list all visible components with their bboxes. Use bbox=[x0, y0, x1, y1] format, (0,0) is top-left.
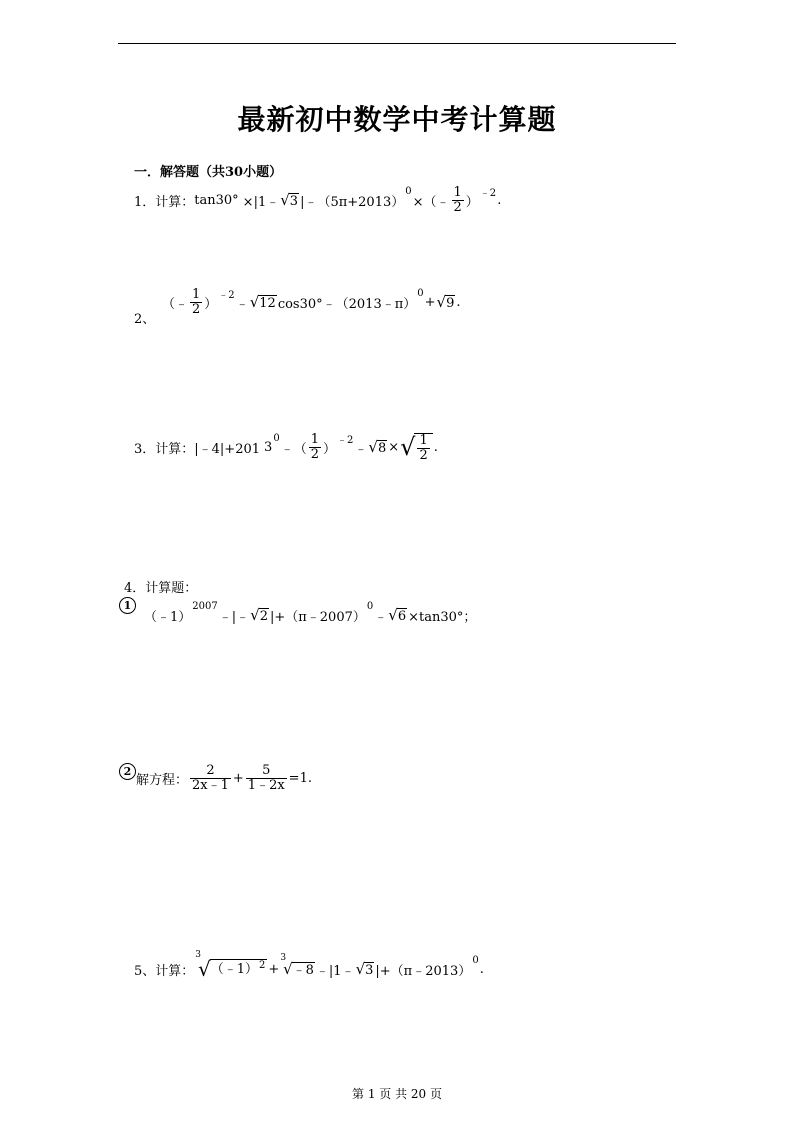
exponent-0: 0 bbox=[273, 433, 280, 444]
fraction-5-over-1-2x: $\frac{5}{1﹣2x}$ bbox=[247, 763, 285, 793]
abs-text: |﹣4|+201 bbox=[194, 442, 261, 457]
sqrt-3: √ 3 bbox=[280, 191, 299, 209]
problem-5-label: 5、计算： bbox=[134, 964, 195, 979]
times-text: ×（﹣ bbox=[412, 195, 450, 210]
end-period: . bbox=[497, 193, 502, 208]
neg-one-text: （﹣1） bbox=[144, 610, 192, 625]
exponent-0: 0 bbox=[472, 955, 479, 966]
end-period: . bbox=[479, 962, 484, 977]
exponent-0: 0 bbox=[417, 288, 424, 299]
sqrt-2: √ 2 bbox=[250, 606, 268, 624]
times-sign: × bbox=[388, 440, 400, 455]
section-heading: 一．解答题（共30小题） bbox=[134, 165, 283, 180]
problem-3 bbox=[134, 432, 438, 463]
end-period: . bbox=[456, 295, 461, 310]
problem-2 bbox=[162, 288, 461, 317]
circled-number-2: 2 bbox=[119, 760, 136, 780]
fraction-one-half: $\frac{1}{2}$ bbox=[453, 185, 462, 215]
minus-sign: ﹣ bbox=[374, 610, 388, 625]
digit-3: 3 bbox=[264, 440, 273, 455]
sqrt-one-half: √ $\frac{1}{2}$ bbox=[400, 432, 433, 463]
minus-sign: ﹣ bbox=[235, 297, 249, 312]
plus-sign: + bbox=[232, 771, 244, 786]
pi-2013-text: |+（π﹣2013） bbox=[375, 964, 472, 979]
problem-4-label: 4．计算题： bbox=[124, 581, 198, 596]
fraction-one-half: $\frac{1}{2}$ bbox=[192, 287, 201, 317]
equals-one: =1. bbox=[288, 771, 312, 786]
minus-sign: ﹣ bbox=[354, 442, 368, 457]
plus-sign: + bbox=[424, 295, 436, 310]
problem-4-part-2 bbox=[136, 764, 312, 793]
exponent-0: 0 bbox=[366, 601, 374, 612]
times-abs-text: ×|1﹣ bbox=[242, 195, 280, 210]
problem-4-part-1 bbox=[144, 601, 477, 625]
solve-label: 解方程： bbox=[136, 773, 189, 788]
sqrt-8: √ 8 bbox=[368, 438, 387, 456]
exponent-0: 0 bbox=[405, 186, 412, 197]
problem-1-label: 1．计算： bbox=[134, 195, 195, 210]
tan30-text: ×tan30°； bbox=[408, 610, 477, 625]
exponent-2007: 2007 bbox=[192, 601, 218, 612]
header-rule bbox=[118, 43, 676, 44]
cube-root-neg1-squared: 3 √ （﹣1）$^2$ bbox=[195, 950, 266, 981]
sqrt-3: √ 3 bbox=[355, 960, 374, 978]
sqrt-12: √ 12 bbox=[249, 293, 276, 311]
close-paren: ） bbox=[322, 442, 336, 457]
pi-2007-text: |+（π﹣2007） bbox=[269, 610, 366, 625]
minus-open: ﹣（ bbox=[280, 442, 307, 457]
open-neg: （﹣ bbox=[162, 297, 189, 312]
pi-2013-text: |﹣（5π+2013） bbox=[300, 195, 405, 210]
fraction-2-over-2x-1: $\frac{2}{2x﹣1}$ bbox=[192, 763, 229, 793]
circled-number-1: 1 bbox=[119, 594, 136, 614]
plus-sign: + bbox=[268, 962, 280, 977]
exponent-neg2: ﹣2 bbox=[479, 188, 497, 199]
problem-3-label: 3．计算： bbox=[134, 442, 195, 457]
end-period: . bbox=[433, 440, 438, 455]
problem-2-label: 2、 bbox=[134, 312, 156, 327]
close-paren: ） bbox=[204, 297, 218, 312]
sqrt-9: √ 9 bbox=[436, 293, 455, 311]
sqrt-6: √ 6 bbox=[388, 606, 407, 624]
problem-1 bbox=[134, 186, 501, 215]
fraction-one-half: $\frac{1}{2}$ bbox=[310, 432, 319, 462]
cube-root-neg8: 3 √ ﹣8 bbox=[280, 953, 314, 978]
minus-abs-text: ﹣|1﹣ bbox=[315, 964, 355, 979]
minus-abs-text: ﹣|﹣ bbox=[218, 610, 250, 625]
page-footer: 第 1 页 共 20 页 bbox=[352, 1087, 442, 1101]
problem-5 bbox=[134, 950, 484, 981]
cos-text: cos30°﹣（2013﹣π） bbox=[277, 297, 417, 312]
tan30-text: tan30° bbox=[194, 193, 239, 208]
exponent-neg2: ﹣2 bbox=[218, 290, 235, 301]
close-paren: ） bbox=[465, 195, 479, 210]
page-title: 最新初中数学中考计算题 bbox=[237, 103, 557, 136]
exponent-neg2: ﹣2 bbox=[337, 435, 354, 446]
